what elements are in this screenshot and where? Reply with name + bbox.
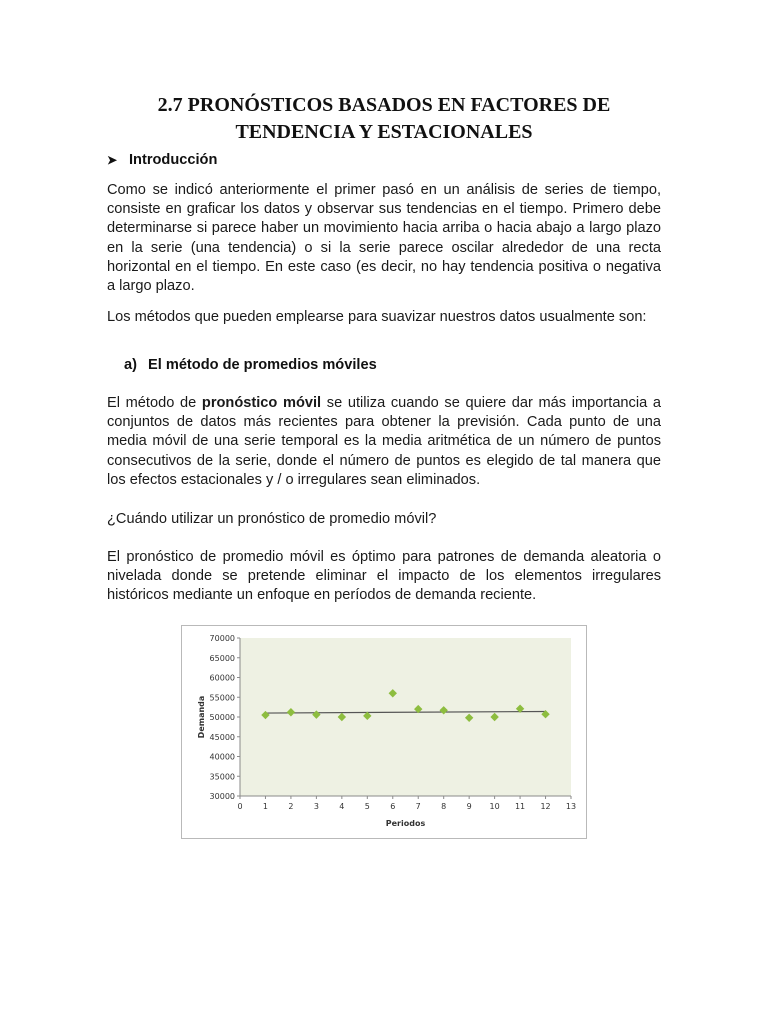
- x-tick-label: 4: [339, 802, 345, 811]
- y-tick-label: 55000: [209, 693, 235, 703]
- y-tick-label: 30000: [209, 792, 235, 801]
- x-tick-label: 9: [466, 802, 472, 811]
- x-tick-label: 5: [364, 802, 370, 811]
- question-paragraph: ¿Cuándo utilizar un pronóstico de promedio móvil?: [107, 511, 437, 527]
- intro-heading: [107, 152, 217, 168]
- x-tick-label: 13: [565, 802, 577, 811]
- y-tick-label: 60000: [209, 673, 235, 683]
- chart-canvas: [182, 626, 586, 838]
- x-tick-label: 1: [262, 802, 269, 811]
- y-tick-label: 35000: [209, 772, 235, 782]
- intro-heading-label: Introducción: [129, 152, 218, 168]
- x-tick-label: 0: [237, 802, 243, 811]
- x-tick-label: 11: [514, 802, 526, 811]
- x-tick-label: 2: [288, 802, 294, 811]
- x-tick-label: 3: [313, 802, 319, 811]
- moving-forecast-paragraph: [107, 394, 661, 490]
- x-tick-label: 8: [441, 802, 447, 811]
- y-tick-label: 50000: [209, 713, 235, 722]
- title-line-1: 2.7 PRONÓSTICOS BASADOS EN FACTORES DE: [157, 94, 611, 116]
- paragraph-bold-term: pronóstico móvil: [201, 395, 322, 411]
- y-tick-label: 45000: [209, 732, 235, 742]
- intro-paragraph: Como se indicó anteriormente el primer pasó en un análisis de series de tiempo, consiste en graficar los datos y observar sus tendencias en el tiempo. Primero debe determinarse si parece haber un movimiento hacia arriba o hacia abajo a largo plazo en la serie (una tendencia) o si la serie parece oscilar alrededor de una recta horizontal en el tiempo. En este caso (es decir, no hay tendencia positiva o negativa a largo plazo.: [107, 182, 661, 295]
- x-axis-label: Periodos: [385, 819, 426, 828]
- x-tick-label: 12: [540, 802, 551, 811]
- section-a-title: El método de promedios móviles: [148, 357, 377, 373]
- paragraph-text-start: El método de: [107, 395, 202, 411]
- answer-paragraph: El pronóstico de promedio móvil es óptimo para patrones de demanda aleatoria o nivelada donde se pretende eliminar el impacto de los elementos irregulares históricos mediante un enfoque en períodos de demanda reciente.: [107, 549, 661, 604]
- section-a-marker: a): [124, 357, 137, 373]
- arrow-bullet-icon: ➤: [107, 153, 118, 167]
- x-tick-label: 7: [415, 802, 421, 811]
- methods-paragraph: Los métodos que pueden emplearse para suavizar nuestros datos usualmente son:: [107, 309, 647, 325]
- x-tick-label: 6: [390, 802, 396, 811]
- demand-chart: [181, 625, 587, 839]
- page-title: [100, 92, 668, 146]
- y-tick-label: 65000: [209, 653, 235, 663]
- y-tick-label: 40000: [209, 752, 235, 762]
- section-a-heading: [124, 357, 377, 373]
- x-tick-label: 10: [489, 802, 500, 811]
- y-tick-label: 70000: [209, 634, 235, 643]
- y-axis-label: Demanda: [197, 695, 206, 739]
- plot-area: [240, 638, 571, 796]
- paragraph-text-end: se utiliza cuando se quiere dar más importancia a conjuntos de datos más recientes para obtener la previsión. Cada punto de una media móvil de una serie temporal es la media aritmética de un número de puntos consecutivos de la serie, donde el número de puntos es elegido de tal manera que los efectos estacionales y / o irregulares sean eliminados.: [107, 395, 661, 488]
- title-line-2: TENDENCIA Y ESTACIONALES: [235, 121, 533, 143]
